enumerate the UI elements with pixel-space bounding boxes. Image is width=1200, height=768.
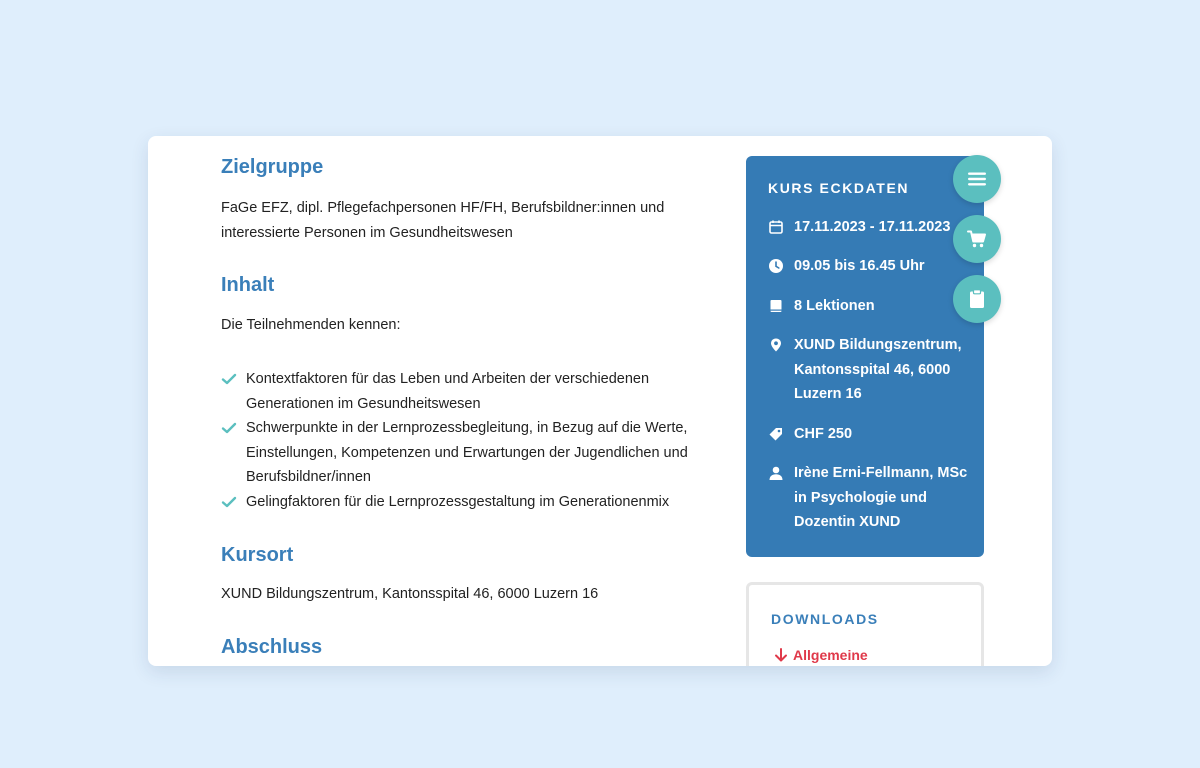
- list-item: [221, 416, 701, 490]
- fact-lecturer-line: Dozentin XUND: [794, 514, 901, 530]
- list-item-line: Schwerpunkte in der Lernprozessbegleitung, in Bezug auf die Werte,: [246, 420, 688, 436]
- list-item-line: Kontextfaktoren für das Leben und Arbeiten der verschiedenen: [246, 371, 650, 387]
- course-facts-panel: [746, 156, 984, 557]
- downloads-panel: [746, 582, 984, 666]
- check-icon: [221, 494, 237, 510]
- fact-lessons: [768, 294, 968, 319]
- fact-location-line: Kantonsspital 46, 6000: [794, 361, 951, 378]
- list-item-line: Berufsbildner/innen: [246, 469, 371, 485]
- clipboard-button[interactable]: [953, 275, 1001, 323]
- heading-abschluss: Abschluss: [221, 636, 323, 658]
- fact-time-text: 09.05 bis 16.45 Uhr: [794, 258, 925, 274]
- fact-lecturer: [768, 461, 968, 535]
- heading-kursort: Kursort: [221, 544, 294, 566]
- zielgruppe-line: FaGe EFZ, dipl. Pflegefachpersonen HF/FH, Berufsbildner:innen und: [221, 200, 665, 216]
- fact-location-line: Luzern 16: [794, 386, 862, 402]
- course-detail-card: [148, 136, 1052, 666]
- check-icon: [221, 420, 237, 436]
- hamburger-menu-icon: [966, 168, 988, 190]
- price-tag-icon: [768, 426, 784, 442]
- list-item: [221, 490, 701, 515]
- fact-date-text: 17.11.2023 - 17.11.2023: [794, 219, 951, 235]
- book-icon: [768, 298, 784, 314]
- list-item-line: Gelingfaktoren für die Lernprozessgestaltung im Generationenmix: [246, 493, 670, 510]
- menu-button[interactable]: [953, 155, 1001, 203]
- clock-icon: [768, 258, 784, 274]
- shopping-cart-icon: [966, 228, 988, 250]
- fact-time: [768, 254, 968, 279]
- heading-inhalt: Inhalt: [221, 274, 275, 296]
- map-pin-icon: [768, 337, 784, 353]
- list-item: [221, 367, 701, 416]
- user-icon: [768, 465, 784, 481]
- fact-lecturer-line: in Psychologie und: [794, 489, 927, 506]
- clipboard-icon: [966, 288, 988, 310]
- zielgruppe-text: [221, 196, 701, 245]
- fact-location: [768, 333, 968, 407]
- list-item-line: Generationen im Gesundheitswesen: [246, 395, 481, 412]
- inhalt-intro: Die Teilnehmenden kennen:: [221, 317, 401, 333]
- check-icon: [221, 371, 237, 387]
- inhalt-list: [221, 367, 701, 514]
- download-link-allgemeine[interactable]: [773, 647, 868, 663]
- arrow-down-icon: [773, 647, 789, 663]
- facts-title: KURS ECKDATEN: [768, 180, 910, 196]
- calendar-icon: [768, 219, 784, 235]
- fact-location-line: XUND Bildungszentrum,: [794, 337, 962, 353]
- list-item-line: Einstellungen, Kompetenzen und Erwartungen der Jugendlichen und: [246, 444, 688, 461]
- fact-price-text: CHF 250: [794, 426, 853, 442]
- fact-lessons-text: 8 Lektionen: [794, 298, 875, 314]
- downloads-title: DOWNLOADS: [771, 611, 879, 627]
- download-link-label: Allgemeine: [793, 647, 868, 663]
- kursort-text: XUND Bildungszentrum, Kantonsspital 46, 6000 Luzern 16: [221, 586, 599, 602]
- fact-price: [768, 422, 968, 447]
- fact-date: [768, 215, 968, 240]
- heading-zielgruppe: Zielgruppe: [221, 156, 324, 178]
- cart-button[interactable]: [953, 215, 1001, 263]
- zielgruppe-line: interessierte Personen im Gesundheitswesen: [221, 224, 513, 241]
- fact-lecturer-line: Irène Erni-Fellmann, MSc: [794, 465, 968, 481]
